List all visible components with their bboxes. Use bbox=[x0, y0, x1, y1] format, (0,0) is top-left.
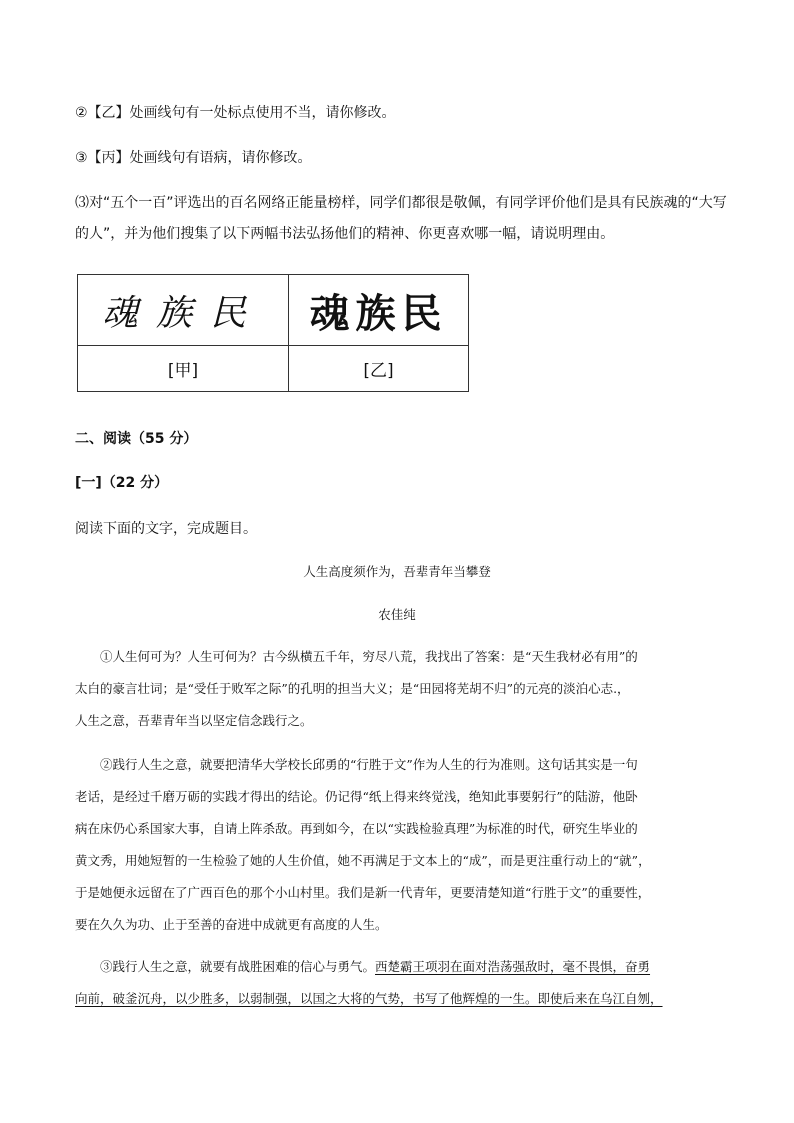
reading-instruction: 阅读下面的文字，完成题目。 bbox=[75, 521, 257, 537]
paragraph-line: 黄文秀，用她短暂的一生检验了她的人生价值，她不再满足于文本上的“成”，而是更注重行动上的“就”， bbox=[75, 853, 651, 868]
article-title: 人生高度须作为，吾辈青年当攀登 bbox=[303, 564, 491, 579]
article-author: 农佳纯 bbox=[378, 607, 416, 622]
paragraph-line: 于是她便永远留在了广西百色的那个小山村里。我们是新一代青年，更要清楚知道“行胜于文”的重要性， bbox=[75, 885, 651, 900]
article-paragraph-1 bbox=[75, 647, 735, 743]
calligraphy-right-label: [乙] bbox=[289, 346, 469, 392]
question-4-line-1: ⑶对“五个一百”评选出的百名网络正能量榜样，同学们都很是敬佩，有同学评价他们是具有民族魂的“大写 bbox=[75, 195, 727, 211]
underlined-sentence: 向前，破釜沉舟，以少胜多，以弱制强，以国之大将的气势，书写了他辉煌的一生。即使后来在乌江自刎， bbox=[75, 991, 663, 1006]
article-paragraph-2 bbox=[75, 755, 735, 947]
subsection-heading: [一]（22 分） bbox=[75, 475, 169, 491]
paragraph-line: ①人生何可为？人生可何为？古今纵横五千年，穷尽八荒，我找出了答案：是“天生我材必有用”的 bbox=[100, 649, 638, 664]
article-paragraph-3 bbox=[75, 957, 735, 1021]
paragraph-line: 老话，是经过千磨万砺的实践才得出的结论。仍记得“纸上得来终觉浅，绝知此事要躬行”的陆游，他卧 bbox=[75, 789, 638, 804]
section-heading: 二、阅读（55 分） bbox=[75, 431, 198, 447]
question-2: ②【乙】处画线句有一处标点使用不当，请你修改。 bbox=[75, 105, 396, 121]
calligraphy-table bbox=[77, 274, 469, 392]
paragraph-line: 要在久久为功、止于至善的奋进中成就更有高度的人生。 bbox=[75, 917, 388, 932]
paragraph-line bbox=[75, 957, 735, 989]
paragraph-line: 病在床仍心系国家大事，自请上阵杀敌。再到如今，在以“实践检验真理”为标准的时代，研究生毕业的 bbox=[75, 821, 638, 836]
calligraphy-right: 魂族民 bbox=[289, 275, 469, 346]
plain-text: ③践行人生之意，就要有战胜困难的信心与勇气。 bbox=[100, 959, 376, 974]
paragraph-line: 太白的豪言壮词；是“受任于败军之际”的孔明的担当大义；是“田园将芜胡不归”的元亮的淡泊心志.， bbox=[75, 681, 630, 696]
calligraphy-left-label: [甲] bbox=[78, 346, 289, 392]
paragraph-line: ②践行人生之意，就要把清华大学校长邱勇的“行胜于文”作为人生的行为准则。这句话其实是一句 bbox=[100, 757, 638, 772]
underlined-sentence: 西楚霸王项羽在面对浩荡强敌时，毫不畏惧，奋勇 bbox=[375, 959, 651, 974]
question-4-line-2: 的人”，并为他们搜集了以下两幅书法弘扬他们的精神、你更喜欢哪一幅，请说明理由。 bbox=[75, 226, 615, 242]
question-3: ③【丙】处画线句有语病，请你修改。 bbox=[75, 150, 312, 166]
paragraph-line: 人生之意，吾辈青年当以坚定信念践行之。 bbox=[75, 713, 313, 728]
paragraph-line bbox=[75, 989, 735, 1021]
calligraphy-left: 魂族民 bbox=[78, 275, 289, 346]
